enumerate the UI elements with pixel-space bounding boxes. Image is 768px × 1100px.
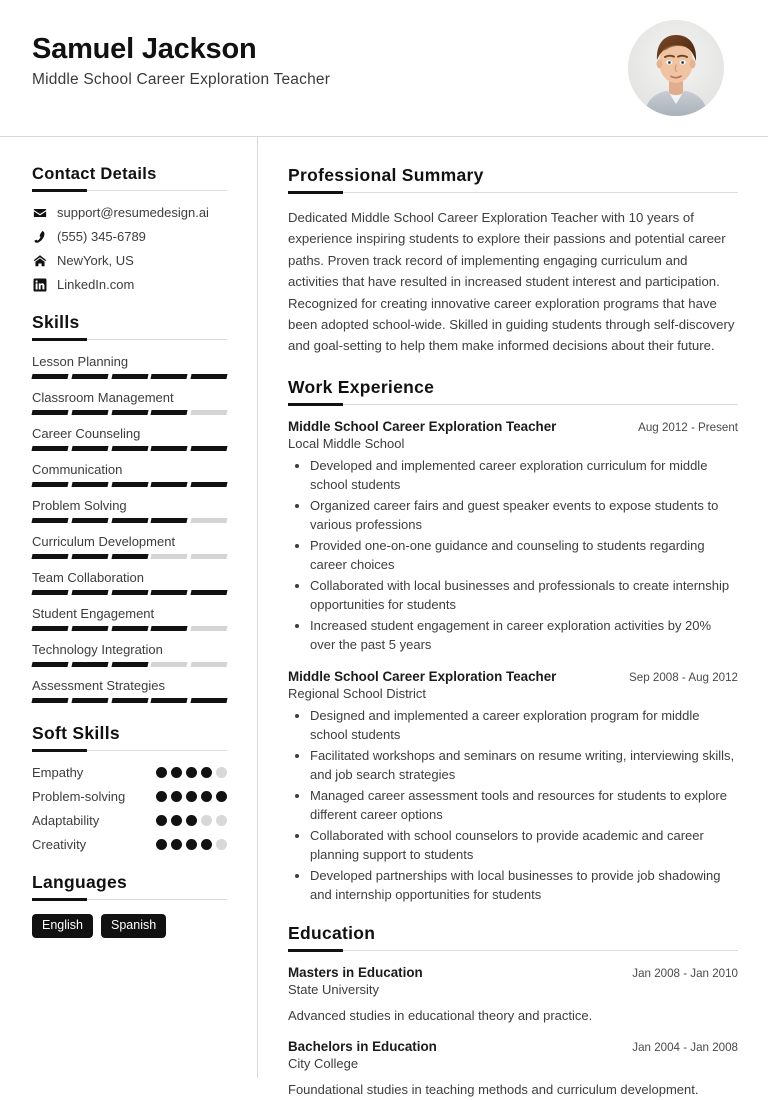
section-work-experience	[288, 377, 738, 905]
bar-segment	[111, 698, 148, 703]
bar-segment	[31, 698, 68, 703]
bar-segment	[31, 518, 68, 523]
skill-label: Technology Integration	[32, 642, 163, 657]
skill-label: Communication	[32, 462, 123, 477]
resume-body	[0, 137, 768, 1098]
resume-header	[0, 0, 768, 137]
skill-label: Career Counseling	[32, 426, 141, 441]
rating-dot	[171, 815, 182, 826]
skill-level-bar	[32, 626, 227, 631]
bar-segment	[151, 626, 188, 631]
rating-dot	[171, 791, 182, 802]
education-entry	[288, 965, 738, 1026]
bar-segment	[191, 626, 228, 631]
summary-text: Dedicated Middle School Career Exploration Teacher with 10 years of experience inspiring students to explore their passions and potential career paths. Proven track record of implementing engaging curriculum and activities that have resulted in increased student interest and participation. Recognized for creating innovative career exploration programs that have been adopted school-wide. Skilled in guiding students through self-discovery and goal-setting to help them make informed decisions about their future.	[288, 210, 735, 354]
section-contact-details	[32, 165, 227, 292]
bar-segment	[31, 446, 68, 451]
degree-title: Masters in Education	[288, 964, 423, 980]
section-title: Soft Skills	[32, 723, 120, 743]
soft-skill-item	[32, 837, 227, 852]
entry-header	[288, 1039, 738, 1054]
rating-dot	[216, 791, 227, 802]
rating-dot	[201, 815, 212, 826]
soft-skill-label: Adaptability	[32, 813, 100, 828]
entry-header	[288, 669, 738, 684]
education-entry	[288, 1039, 738, 1100]
bar-segment	[191, 446, 228, 451]
section-title: Education	[288, 922, 376, 943]
rating-dots	[156, 839, 227, 850]
rating-dot	[156, 815, 167, 826]
bar-segment	[151, 482, 188, 487]
rating-dot	[186, 839, 197, 850]
bar-segment	[111, 410, 148, 415]
skill-level-bar	[32, 590, 227, 595]
contact-item-email[interactable]	[32, 205, 227, 220]
bar-segment	[71, 626, 108, 631]
bar-segment	[71, 410, 108, 415]
profile-photo-icon	[628, 20, 724, 116]
bar-segment	[191, 374, 228, 379]
contact-item-linkedin[interactable]	[32, 277, 227, 292]
job-organization: Local Middle School	[288, 435, 405, 451]
skill-label: Curriculum Development	[32, 534, 176, 549]
job-bullet: • Collaborated with local businesses and professionals to create internship opportunities for students	[310, 576, 738, 615]
job-bullet: • Developed and implemented career exploration curriculum for middle school students	[310, 456, 738, 495]
job-role: Middle School Career Exploration Teacher	[288, 668, 557, 684]
rating-dot	[156, 839, 167, 850]
bar-segment	[71, 446, 108, 451]
skill-label: Problem Solving	[32, 498, 127, 513]
school-name: City College	[288, 1056, 359, 1072]
main-content	[258, 137, 768, 1098]
bar-segment	[151, 518, 188, 523]
soft-skill-item	[32, 765, 227, 780]
skill-item	[32, 642, 227, 667]
section-divider	[288, 950, 738, 951]
degree-description: Advanced studies in educational theory and practice.	[288, 1007, 593, 1023]
bar-segment	[151, 446, 188, 451]
experience-entry	[288, 419, 738, 655]
bar-segment	[71, 374, 108, 379]
skill-label: Assessment Strategies	[32, 678, 165, 693]
bar-segment	[71, 662, 108, 667]
bar-segment	[111, 554, 148, 559]
contact-value: LinkedIn.com	[57, 277, 135, 292]
section-title: Work Experience	[288, 376, 435, 397]
bar-segment	[151, 374, 188, 379]
skill-item	[32, 462, 227, 487]
bar-segment	[111, 482, 148, 487]
bar-segment	[191, 698, 228, 703]
bar-segment	[111, 374, 148, 379]
soft-skill-item	[32, 813, 227, 828]
bar-segment	[31, 590, 68, 595]
language-tag: Spanish	[101, 914, 166, 938]
bar-segment	[191, 554, 228, 559]
job-bullet: • Provided one-on-one guidance and counseling to students regarding career choices	[310, 536, 738, 575]
rating-dot	[186, 791, 197, 802]
rating-dot	[156, 767, 167, 778]
job-date-range: Sep 2008 - Aug 2012	[629, 670, 738, 684]
sidebar	[0, 137, 258, 1078]
section-title: Professional Summary	[288, 165, 484, 185]
section-professional-summary	[288, 165, 738, 357]
bar-segment	[31, 374, 68, 379]
skill-item	[32, 678, 227, 703]
skill-level-bar	[32, 446, 227, 451]
skill-item	[32, 354, 227, 379]
skill-item	[32, 606, 227, 631]
bar-segment	[71, 698, 108, 703]
section-skills	[32, 312, 227, 703]
job-bullet: • Increased student engagement in career exploration activities by 20% over the past 5 years	[310, 616, 738, 655]
bar-segment	[111, 662, 148, 667]
school-name: State University	[288, 981, 380, 997]
contact-item-phone[interactable]	[32, 229, 227, 244]
bar-segment	[151, 410, 188, 415]
job-role: Middle School Career Exploration Teacher	[288, 418, 557, 434]
skill-item	[32, 498, 227, 523]
rating-dots	[156, 815, 227, 826]
rating-dot	[201, 839, 212, 850]
skill-level-bar	[32, 482, 227, 487]
skill-level-bar	[32, 374, 227, 379]
section-soft-skills	[32, 723, 227, 852]
skill-label: Student Engagement	[32, 606, 155, 621]
rating-dot	[171, 767, 182, 778]
rating-dot	[216, 815, 227, 826]
section-divider	[32, 750, 227, 751]
skill-level-bar	[32, 698, 227, 703]
section-divider	[288, 404, 738, 405]
language-tag: English	[32, 914, 93, 938]
skill-level-bar	[32, 554, 227, 559]
bar-segment	[31, 482, 68, 487]
skill-label: Team Collaboration	[32, 570, 145, 585]
rating-dot	[216, 839, 227, 850]
skill-level-bar	[32, 518, 227, 523]
avatar	[628, 20, 724, 116]
job-bullet-list	[288, 456, 738, 655]
bar-segment	[111, 518, 148, 523]
degree-description: Foundational studies in teaching methods and curriculum development.	[288, 1082, 699, 1098]
header-text-block	[32, 33, 330, 102]
skill-label: Lesson Planning	[32, 354, 129, 369]
contact-list	[32, 205, 227, 292]
degree-date-range: Jan 2004 - Jan 2008	[632, 1041, 738, 1055]
contact-value: NewYork, US	[57, 253, 134, 268]
rating-dots	[156, 791, 227, 802]
section-education	[288, 923, 738, 1100]
skill-level-bar	[32, 410, 227, 415]
soft-skill-label: Empathy	[32, 765, 84, 780]
soft-skill-label: Creativity	[32, 837, 87, 852]
job-bullet: • Collaborated with school counselors to provide academic and career planning support to students	[310, 826, 738, 865]
bar-segment	[191, 590, 228, 595]
contact-value: (555) 345-6789	[57, 229, 146, 244]
skill-item	[32, 570, 227, 595]
language-tags	[32, 914, 227, 938]
bar-segment	[151, 590, 188, 595]
section-divider	[32, 339, 227, 340]
skill-label: Classroom Management	[32, 390, 174, 405]
degree-title: Bachelors in Education	[288, 1039, 437, 1055]
bar-segment	[191, 482, 228, 487]
rating-dot	[186, 767, 197, 778]
section-title: Contact Details	[32, 165, 157, 183]
degree-date-range: Jan 2008 - Jan 2010	[632, 966, 738, 980]
page-title: Samuel Jackson	[32, 33, 257, 66]
envelope-icon	[32, 206, 47, 220]
bar-segment	[111, 590, 148, 595]
bar-segment	[191, 518, 228, 523]
job-bullet: • Facilitated workshops and seminars on resume writing, interviewing skills, and job search strategies	[310, 746, 738, 785]
bar-segment	[111, 626, 148, 631]
section-divider	[32, 190, 227, 191]
contact-item-location[interactable]	[32, 253, 227, 268]
bar-segment	[71, 482, 108, 487]
bar-segment	[151, 554, 188, 559]
rating-dot	[201, 767, 212, 778]
bar-segment	[151, 698, 188, 703]
skill-level-bar	[32, 662, 227, 667]
experience-entry	[288, 669, 738, 905]
section-title: Languages	[32, 872, 128, 892]
job-bullet: • Developed partnerships with local businesses to provide job shadowing and internship opportunities for students	[310, 866, 738, 905]
skills-list	[32, 354, 227, 703]
bar-segment	[71, 554, 108, 559]
bar-segment	[71, 518, 108, 523]
linkedin-icon	[32, 278, 47, 292]
skill-item	[32, 390, 227, 415]
contact-value: support@resumedesign.ai	[57, 205, 209, 220]
bar-segment	[191, 410, 228, 415]
entry-header	[288, 419, 738, 434]
job-bullet: • Designed and implemented a career exploration program for middle school students	[310, 706, 738, 745]
bar-segment	[31, 554, 68, 559]
bar-segment	[31, 626, 68, 631]
soft-skill-item	[32, 789, 227, 804]
rating-dot	[186, 815, 197, 826]
rating-dot	[171, 839, 182, 850]
rating-dot	[201, 791, 212, 802]
section-title: Skills	[32, 312, 80, 332]
home-icon	[32, 254, 47, 268]
job-organization: Regional School District	[288, 685, 427, 701]
header-job-title: Middle School Career Exploration Teacher	[32, 70, 331, 88]
bar-segment	[31, 662, 68, 667]
job-bullet-list	[288, 706, 738, 905]
bar-segment	[151, 662, 188, 667]
skill-item	[32, 534, 227, 559]
soft-skills-list	[32, 765, 227, 852]
bar-segment	[111, 446, 148, 451]
bar-segment	[191, 662, 228, 667]
job-bullet: • Organized career fairs and guest speaker events to expose students to various professions	[310, 496, 738, 535]
job-date-range: Aug 2012 - Present	[638, 420, 738, 434]
soft-skill-label: Problem-solving	[32, 789, 126, 804]
bar-segment	[71, 590, 108, 595]
rating-dot	[216, 767, 227, 778]
rating-dots	[156, 767, 227, 778]
section-divider	[288, 192, 738, 193]
skill-item	[32, 426, 227, 451]
section-languages	[32, 872, 227, 938]
entry-header	[288, 965, 738, 980]
job-bullet: • Managed career assessment tools and resources for students to explore different career options	[310, 786, 738, 825]
section-divider	[32, 899, 227, 900]
phone-icon	[32, 230, 47, 244]
rating-dot	[156, 791, 167, 802]
bar-segment	[31, 410, 68, 415]
